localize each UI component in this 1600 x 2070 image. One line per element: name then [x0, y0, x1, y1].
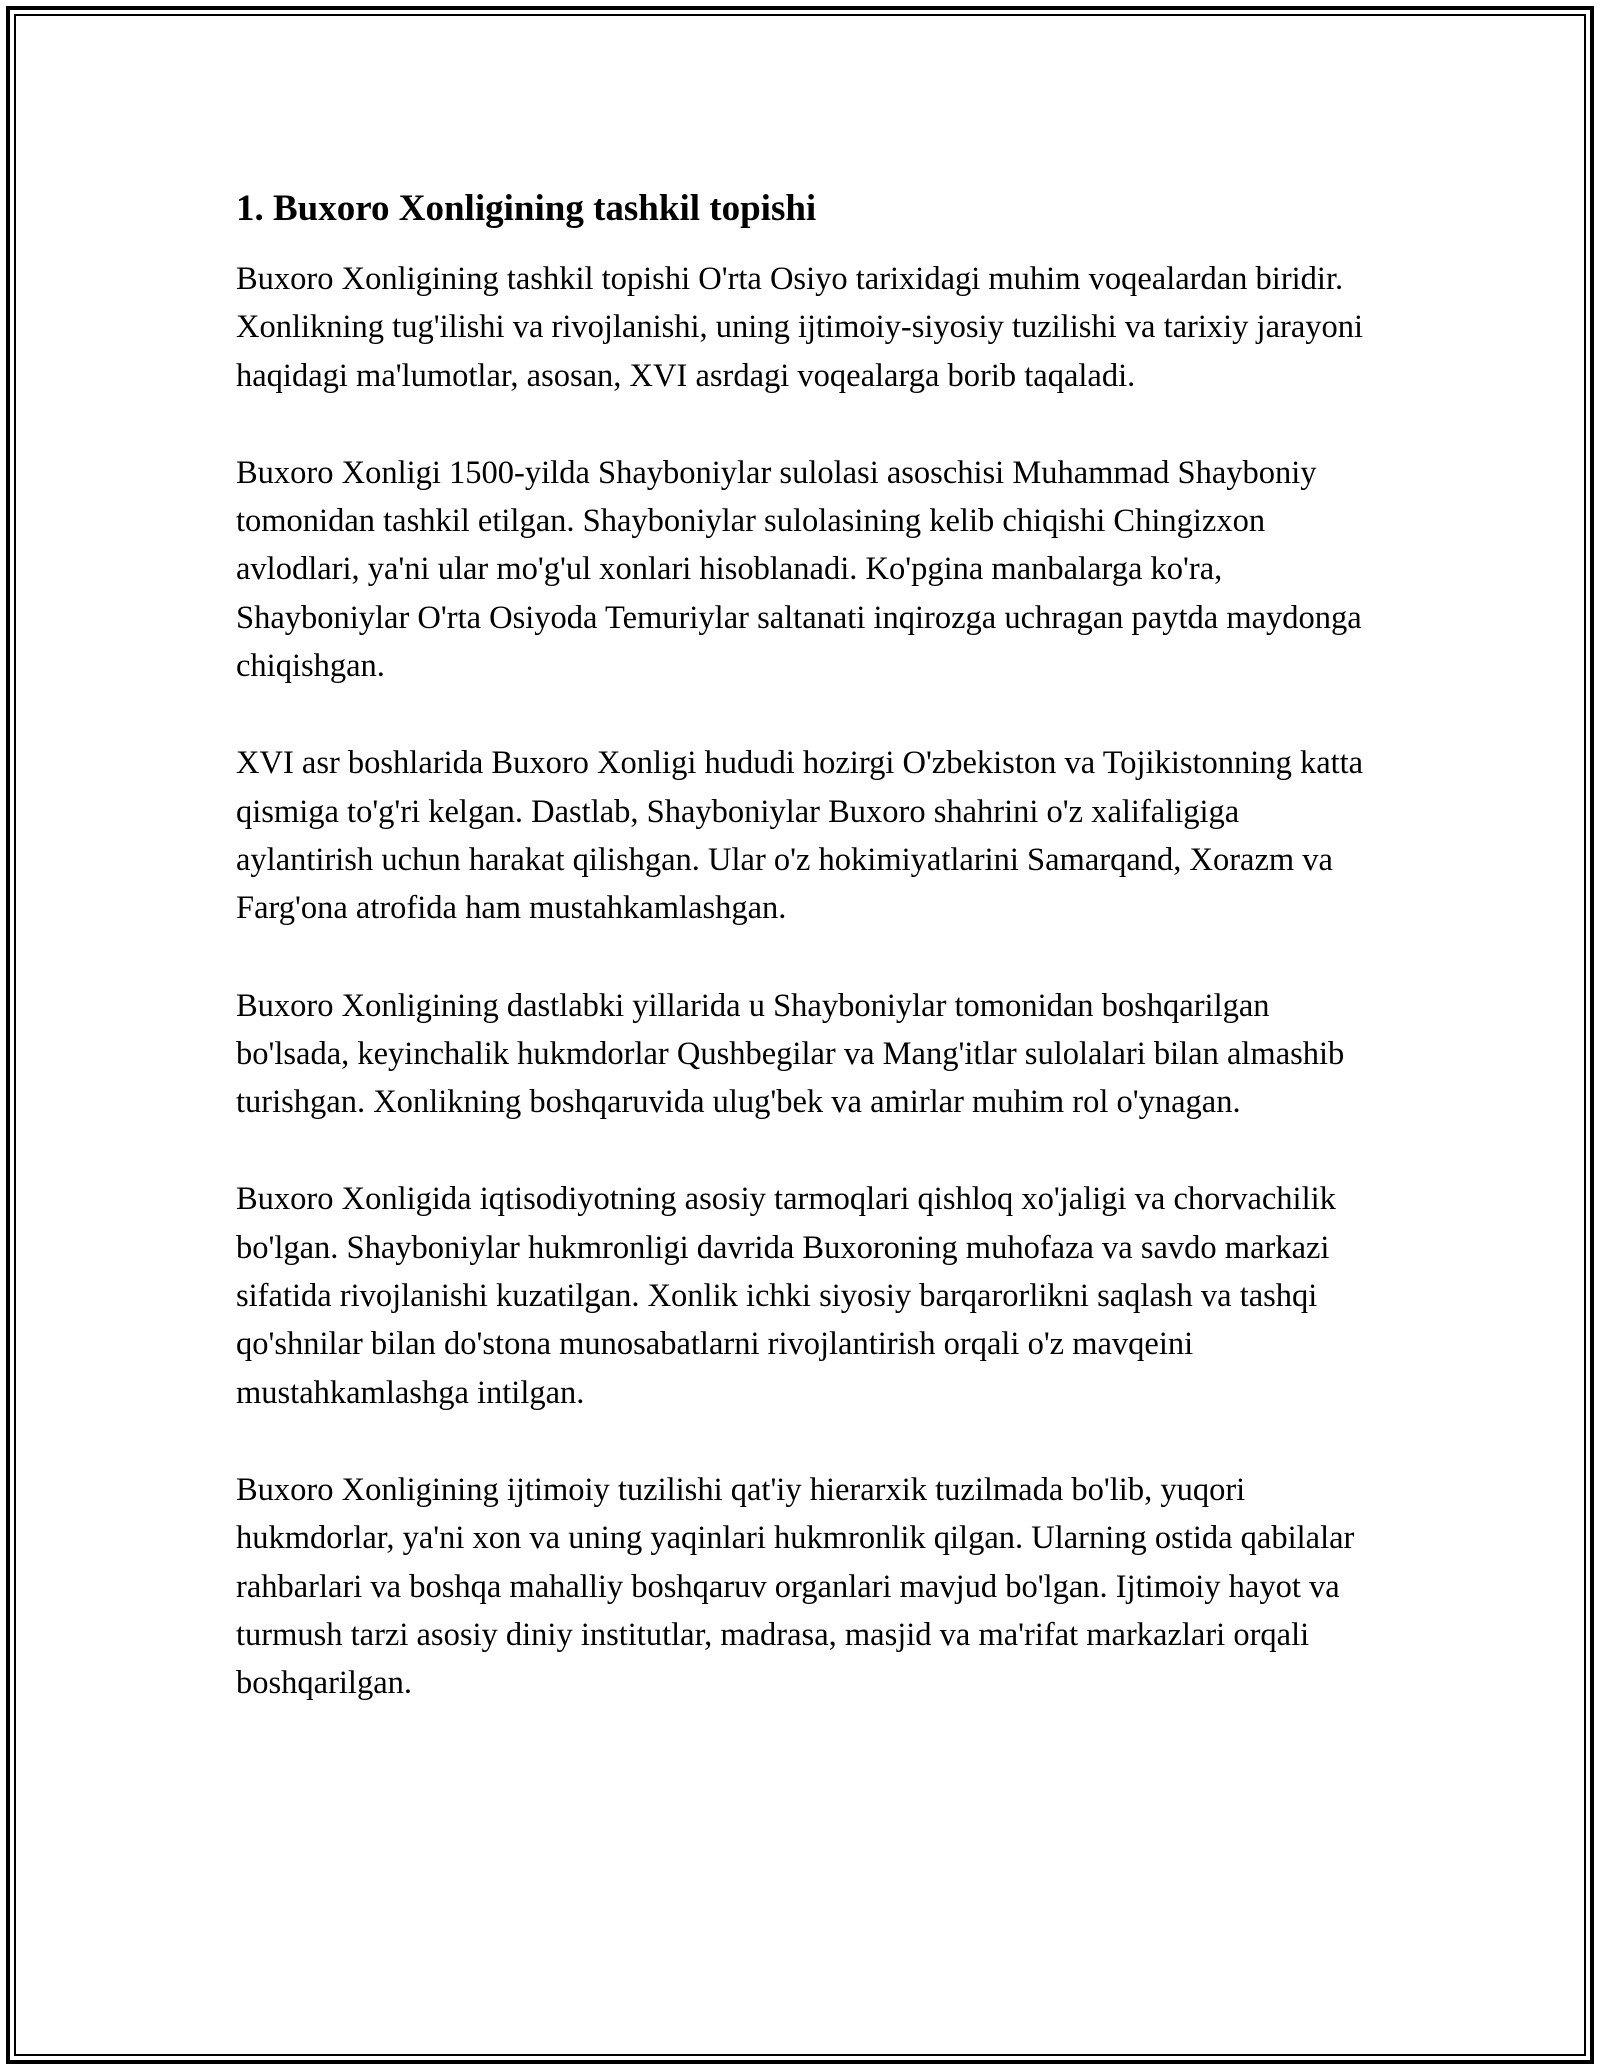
paragraph-3: XVI asr boshlarida Buxoro Xonligi hududi hozirgi O'zbekiston va Tojikistonning katta qismiga to'g'ri kelgan. Dastlab, Shayboniylar Buxoro shahrini o'z xalifaligiga aylantirish uchun harakat qilishgan. Ular o'z hokimiyatlarini Samarqand, Xorazm va Farg'ona atrofida ham mustahkamlashgan.: [236, 745, 1364, 927]
paragraph-4: Buxoro Xonligining dastlabki yillarida u Shayboniylar tomonidan boshqarilgan bo'lsada, keyinchalik hukmdorlar Qushbegilar va Mang'itlar sulolalari bilan almashib turishgan. Xonlikning boshqaruvida ulug'bek va amirlar muhim rol o'ynagan.: [236, 987, 1345, 1121]
paragraph-6: Buxoro Xonligining ijtimoiy tuzilishi qat'iy hierarxik tuzilmada bo'lib, yuqori hukmdorlar, ya'ni xon va uning yaqinlari hukmronlik qilgan. Ularning ostida qabilalar rahbarlari va boshqa mahalliy boshqaruv organlari mavjud bo'lgan. Ijtimoiy hayot va turmush tarzi asosiy diniy institutlar, madrasa, masjid va ma'rifat markazlari orqali boshqarilgan.: [236, 1471, 1355, 1702]
paragraph-5: Buxoro Xonligida iqtisodiyotning asosiy tarmoqlari qishloq xo'jaligi va chorvachilik bo'lgan. Shayboniylar hukmronligi davrida Buxoroning muhofaza va savdo markazi sifatida rivojlanishi kuzatilgan. Xonlik ichki siyosiy barqarorlikni saqlash va tashqi qo'shnilar bilan do'stona munosabatlarni rivojlantirish orqali o'z mavqeini mustahkamlashga intilgan.: [236, 1181, 1336, 1411]
section-heading: 1. Buxoro Xonligining tashkil topishi: [236, 188, 817, 229]
paragraph-1: Buxoro Xonligining tashkil topishi O'rta Osiyo tarixidagi muhim voqealardan biridir. Xonlikning tug'ilishi va rivojlanishi, uning ijtimoiy-siyosiy tuzilishi va tarixiy jarayoni haqidagi ma'lumotlar, asosan, XVI asrdagi voqealarga borib taqaladi.: [236, 261, 1364, 394]
paragraph-2: Buxoro Xonligi 1500-yilda Shayboniylar sulolasi asoschisi Muhammad Shayboniy tomonidan tashkil etilgan. Shayboniylar sulolasining kelib chiqishi Chingizxon avlodlari, ya'ni ular mo'g'ul xonlari hisoblanadi. Ko'pgina manbalarga ko'ra, Shayboniylar O'rta Osiyoda Temuriylar saltanati inqirozga uchragan paytda maydonga chiqishgan.: [236, 454, 1362, 685]
document-body: [236, 185, 1366, 1756]
